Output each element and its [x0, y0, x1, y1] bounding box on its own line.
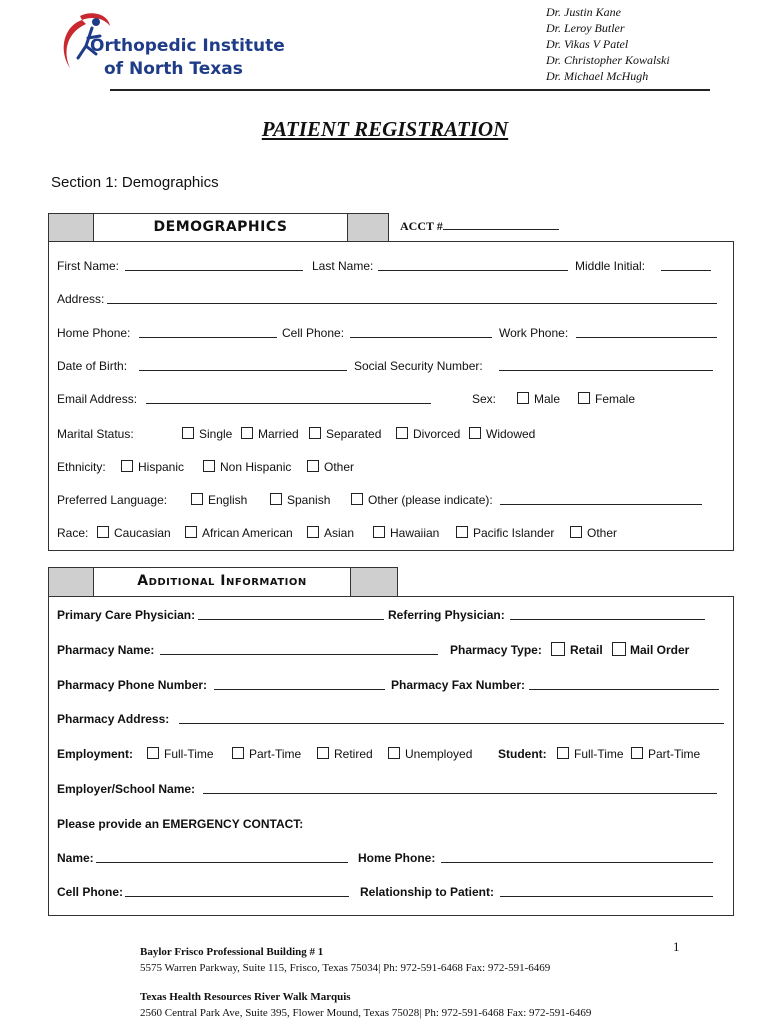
- female-option-label: Female: [595, 392, 636, 406]
- employment-fulltime-label: Full-Time: [164, 747, 214, 761]
- emergency-contact-heading: Please provide an EMERGENCY CONTACT:: [57, 817, 304, 831]
- unemployed-label: Unemployed: [405, 747, 473, 761]
- email-label: Email Address:: [57, 392, 138, 406]
- pharmacy-address-field[interactable]: [179, 723, 724, 724]
- additional-info-tab-label: Additional Information: [137, 573, 307, 589]
- ec-name-field[interactable]: [96, 862, 348, 863]
- dob-label: Date of Birth:: [57, 359, 128, 373]
- english-option-label: English: [208, 493, 248, 507]
- pharmacy-name-field[interactable]: [160, 654, 438, 655]
- additional-info-tab: [93, 567, 351, 597]
- location1-name: Baylor Frisco Professional Building # 1: [140, 946, 324, 958]
- doctor-name: Dr. Leroy Butler: [546, 21, 625, 35]
- ec-home-phone-field[interactable]: [441, 862, 713, 863]
- widowed-option-label: Widowed: [486, 427, 536, 441]
- work-phone-label: Work Phone:: [499, 326, 569, 340]
- employer-field[interactable]: [203, 793, 717, 794]
- tab-spacer-left: [48, 213, 94, 242]
- location1-address: 5575 Warren Parkway, Suite 115, Frisco, Texas 75034| Ph: 972-591-6468 Fax: 972-591-6469: [140, 962, 551, 974]
- ssn-label: Social Security Number:: [354, 359, 483, 373]
- ec-cell-phone-field[interactable]: [125, 896, 349, 897]
- unemployed-checkbox[interactable]: [388, 747, 400, 759]
- ec-relationship-label: Relationship to Patient:: [360, 885, 495, 899]
- caucasian-checkbox[interactable]: [97, 526, 109, 538]
- first-name-label: First Name:: [57, 259, 120, 273]
- hawaiian-option-label: Hawaiian: [390, 526, 440, 540]
- ec-home-phone-label: Home Phone:: [358, 851, 436, 865]
- caucasian-option-label: Caucasian: [114, 526, 171, 540]
- ec-cell-phone-label: Cell Phone:: [57, 885, 124, 899]
- hawaiian-checkbox[interactable]: [373, 526, 385, 538]
- student-parttime-checkbox[interactable]: [631, 747, 643, 759]
- spanish-checkbox[interactable]: [270, 493, 282, 505]
- acct-label: ACCT #: [400, 219, 443, 233]
- demographics-tab-label: DEMOGRAPHICS: [153, 219, 288, 235]
- last-name-label: Last Name:: [312, 259, 374, 273]
- ssn-field[interactable]: [499, 370, 713, 371]
- marital-status-label: Marital Status:: [57, 427, 134, 441]
- pcp-field[interactable]: [198, 619, 384, 620]
- home-phone-field[interactable]: [139, 337, 277, 338]
- non-hispanic-checkbox[interactable]: [203, 460, 215, 472]
- header-rule: [110, 89, 710, 91]
- ethnicity-other-option-label: Other: [324, 460, 355, 474]
- mail-order-checkbox[interactable]: [612, 642, 626, 656]
- language-other-field[interactable]: [500, 504, 702, 505]
- home-phone-label: Home Phone:: [57, 326, 131, 340]
- retail-checkbox[interactable]: [551, 642, 565, 656]
- language-other-checkbox[interactable]: [351, 493, 363, 505]
- middle-initial-field[interactable]: [661, 270, 711, 271]
- employment-parttime-checkbox[interactable]: [232, 747, 244, 759]
- tab-spacer-left: [48, 567, 94, 597]
- section-heading: Section 1: Demographics: [51, 174, 219, 191]
- separated-checkbox[interactable]: [309, 427, 321, 439]
- student-fulltime-checkbox[interactable]: [557, 747, 569, 759]
- first-name-field[interactable]: [125, 270, 303, 271]
- married-checkbox[interactable]: [241, 427, 253, 439]
- work-phone-field[interactable]: [576, 337, 717, 338]
- divorced-checkbox[interactable]: [396, 427, 408, 439]
- african-american-checkbox[interactable]: [185, 526, 197, 538]
- pharmacy-name-label: Pharmacy Name:: [57, 643, 155, 657]
- employment-fulltime-checkbox[interactable]: [147, 747, 159, 759]
- retired-label: Retired: [334, 747, 373, 761]
- dob-field[interactable]: [139, 370, 347, 371]
- tab-spacer-right: [350, 567, 398, 597]
- ethnicity-other-checkbox[interactable]: [307, 460, 319, 472]
- ec-relationship-field[interactable]: [500, 896, 713, 897]
- spanish-option-label: Spanish: [287, 493, 331, 507]
- last-name-field[interactable]: [378, 270, 568, 271]
- employment-label: Employment:: [57, 747, 134, 761]
- middle-initial-label: Middle Initial:: [575, 259, 646, 273]
- location2-name: Texas Health Resources River Walk Marquis: [140, 991, 351, 1003]
- referring-field[interactable]: [510, 619, 705, 620]
- language-other-option-label: Other (please indicate):: [368, 493, 493, 507]
- widowed-checkbox[interactable]: [469, 427, 481, 439]
- clinic-logo: [52, 6, 292, 82]
- email-field[interactable]: [146, 403, 431, 404]
- employer-label: Employer/School Name:: [57, 782, 196, 796]
- single-option-label: Single: [199, 427, 233, 441]
- pharmacy-fax-label: Pharmacy Fax Number:: [391, 678, 526, 692]
- student-label: Student:: [498, 747, 547, 761]
- doctor-name: Dr. Justin Kane: [546, 5, 621, 19]
- employment-parttime-label: Part-Time: [249, 747, 302, 761]
- student-fulltime-label: Full-Time: [574, 747, 624, 761]
- retired-checkbox[interactable]: [317, 747, 329, 759]
- african-american-option-label: African American: [202, 526, 293, 540]
- divorced-option-label: Divorced: [413, 427, 461, 441]
- asian-checkbox[interactable]: [307, 526, 319, 538]
- hispanic-option-label: Hispanic: [138, 460, 185, 474]
- pharmacy-phone-label: Pharmacy Phone Number:: [57, 678, 208, 692]
- referring-label: Referring Physician:: [388, 608, 505, 622]
- language-label: Preferred Language:: [57, 493, 168, 507]
- logo-line2: of North Texas: [104, 59, 243, 79]
- cell-phone-field[interactable]: [350, 337, 492, 338]
- race-label: Race:: [57, 526, 89, 540]
- ethnicity-label: Ethnicity:: [57, 460, 106, 474]
- pcp-label: Primary Care Physician:: [57, 608, 196, 622]
- retail-option-label: Retail: [570, 643, 603, 657]
- location2-address: 2560 Central Park Ave, Suite 395, Flower Mound, Texas 75028| Ph: 972-591-6468 Fax: 972-591-6469: [140, 1007, 592, 1019]
- race-other-checkbox[interactable]: [570, 526, 582, 538]
- pharmacy-phone-field[interactable]: [214, 689, 385, 690]
- demographics-tab: [93, 213, 348, 242]
- male-checkbox[interactable]: [517, 392, 529, 404]
- pacific-islander-option-label: Pacific Islander: [473, 526, 555, 540]
- doctor-list: [546, 4, 670, 84]
- mail-order-option-label: Mail Order: [630, 643, 690, 657]
- pacific-islander-checkbox[interactable]: [456, 526, 468, 538]
- address-field[interactable]: [107, 303, 717, 304]
- male-option-label: Male: [534, 392, 561, 406]
- single-checkbox[interactable]: [182, 427, 194, 439]
- sex-label: Sex:: [472, 392, 497, 406]
- hispanic-checkbox[interactable]: [121, 460, 133, 472]
- separated-option-label: Separated: [326, 427, 382, 441]
- english-checkbox[interactable]: [191, 493, 203, 505]
- cell-phone-label: Cell Phone:: [282, 326, 345, 340]
- address-label: Address:: [57, 292, 105, 306]
- pharmacy-address-label: Pharmacy Address:: [57, 712, 170, 726]
- doctor-name: Dr. Vikas V Patel: [546, 37, 629, 51]
- asian-option-label: Asian: [324, 526, 355, 540]
- ec-name-label: Name:: [57, 851, 94, 865]
- pharmacy-fax-field[interactable]: [529, 689, 719, 690]
- page-title: PATIENT REGISTRATION: [261, 117, 509, 141]
- acct-field[interactable]: [400, 219, 559, 234]
- female-checkbox[interactable]: [578, 392, 590, 404]
- non-hispanic-option-label: Non Hispanic: [220, 460, 292, 474]
- doctor-name: Dr. Michael McHugh: [546, 69, 649, 83]
- tab-spacer-right: [347, 213, 389, 242]
- pharmacy-type-label: Pharmacy Type:: [450, 643, 542, 657]
- race-other-option-label: Other: [587, 526, 618, 540]
- married-option-label: Married: [258, 427, 299, 441]
- doctor-name: Dr. Christopher Kowalski: [546, 53, 670, 67]
- page-number: 1: [673, 939, 680, 954]
- student-parttime-label: Part-Time: [648, 747, 701, 761]
- logo-line1: Orthopedic Institute: [90, 36, 285, 56]
